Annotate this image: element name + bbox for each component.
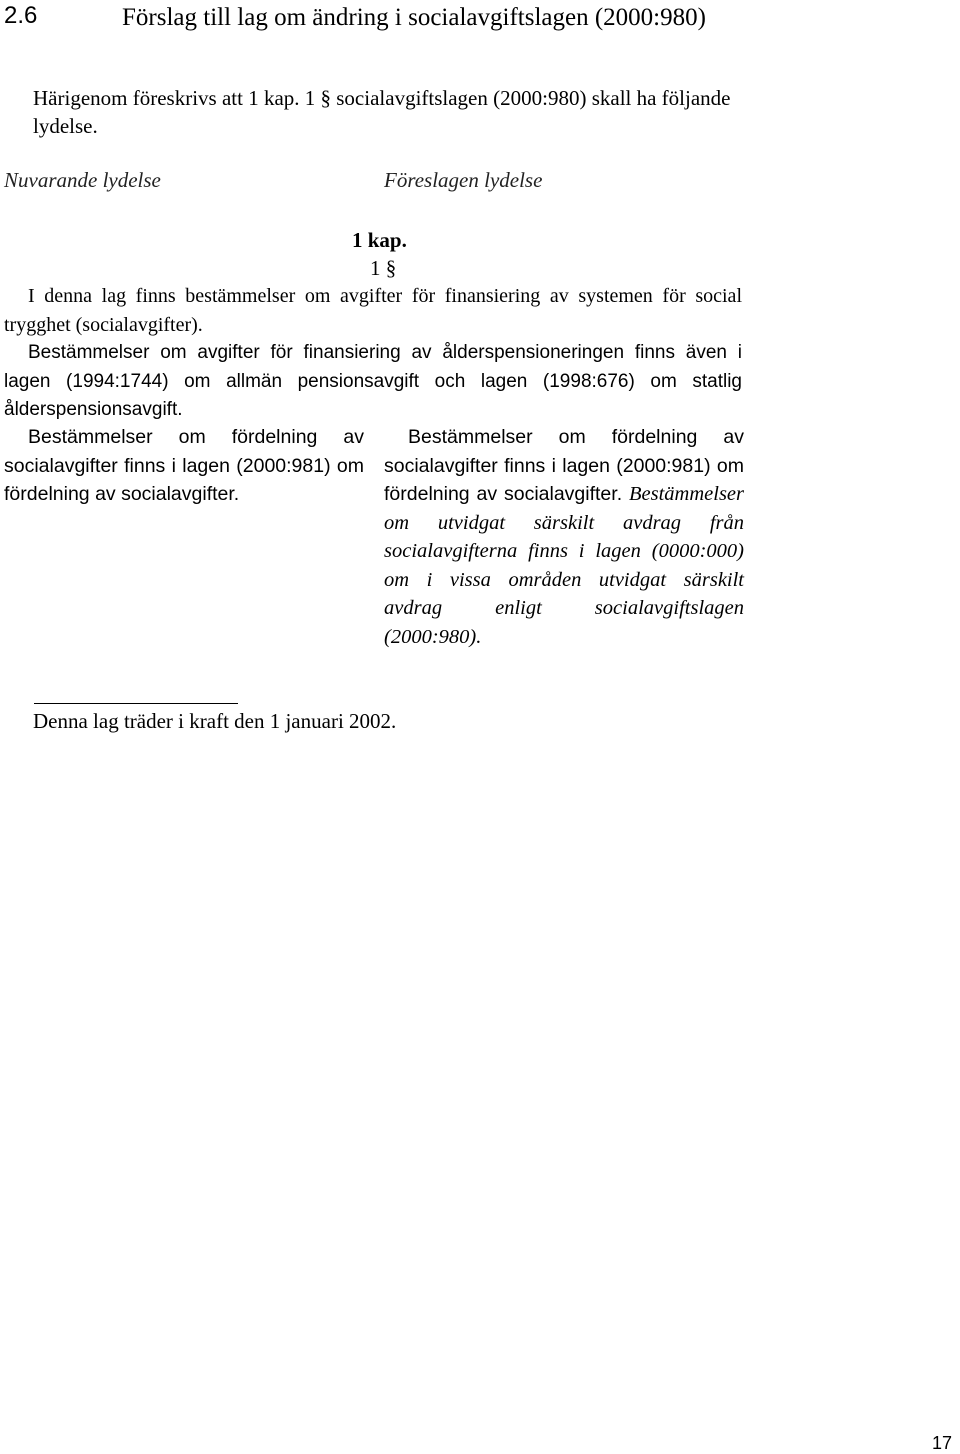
column-heading-proposed: Föreslagen lydelse (384, 168, 543, 192)
paragraph-1-text: I denna lag finns bestämmelser om avgifter för finansiering av systemen för social trygghet (socialavgifter). (4, 285, 742, 336)
paragraph-2-text: Bestämmelser om avgifter för finansiering av ålderspensioneringen finns även i lagen (1994:1744) om allmän pensionsavgift och lagen (1998:676) om statlig ålderspensionsavgift. (4, 342, 742, 420)
proposed-addition-text: Bestämmelser om utvidgat särskilt avdrag från socialavgifterna finns i lagen (0000:000) om i vissa områden utvidgat särskilt avdrag enligt socialavgiftslagen (2000:980). (384, 483, 745, 648)
intro-paragraph: Härigenom föreskrivs att 1 kap. 1 § socialavgiftslagen (2000:980) skall ha följande lydelse. (33, 86, 731, 138)
paragraph-2 (4, 339, 742, 425)
section-title: Förslag till lag om ändring i socialavgiftslagen (2000:980) (122, 4, 706, 31)
current-column-paragraph (4, 423, 364, 509)
paragraph-heading: 1 § (370, 256, 397, 280)
paragraph-1 (4, 282, 742, 339)
footnote-rule (34, 703, 238, 704)
current-paragraph-3-text: Bestämmelser om fördelning av socialavgifter finns i lagen (2000:981) om fördelning av socialavgifter. (4, 426, 364, 505)
footnote-text: Denna lag träder i kraft den 1 januari 2002. (33, 709, 397, 733)
page-number: 17 (931, 1433, 952, 1453)
column-heading-current: Nuvarande lydelse (4, 168, 161, 192)
section-number: 2.6 (4, 2, 38, 29)
proposed-column-paragraph (384, 423, 744, 651)
chapter-heading: 1 kap. (352, 228, 407, 252)
proposed-paragraph-3-text: Bestämmelser om fördelning av socialavgifter finns i lagen (2000:981) om fördelning av socialavgifter. (384, 426, 744, 505)
